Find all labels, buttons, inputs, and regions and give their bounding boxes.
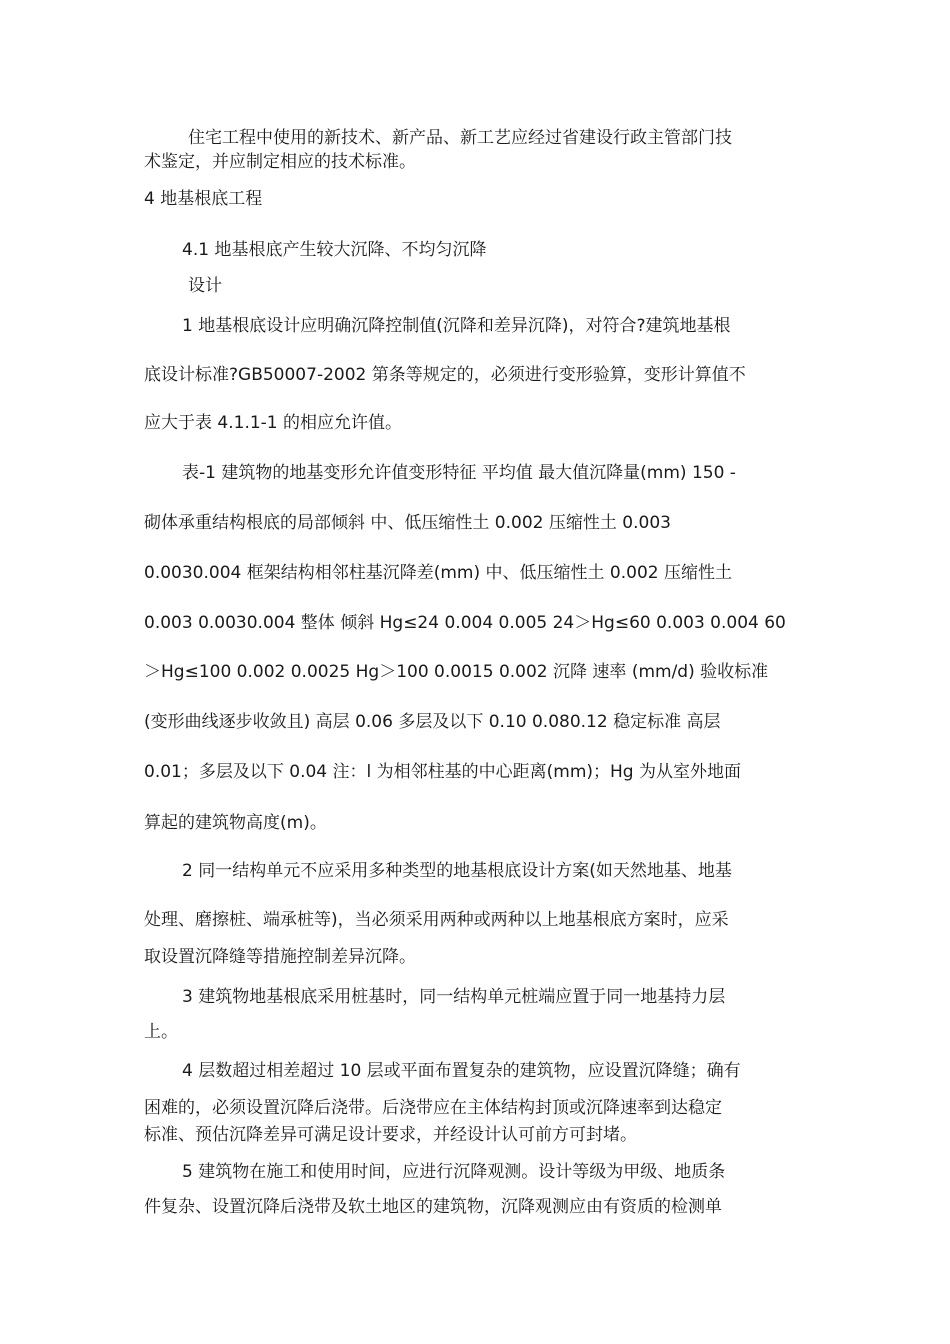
paragraph-line: 0.01；多层及以下 0.04 注：l 为相邻柱基的中心距离(mm)；Hg 为从室外地面 <box>144 762 741 782</box>
paragraph-line: 住宅工程中使用的新技术、新产品、新工艺应经过省建设行政主管部门技 <box>188 128 732 148</box>
paragraph-line: 应大于表 4.1.1-1 的相应允许值。 <box>144 413 403 433</box>
paragraph-line: 1 地基根底设计应明确沉降控制值(沉降和差异沉降)，对符合?建筑地基根 <box>182 316 731 336</box>
paragraph-line: 表-1 建筑物的地基变形允许值变形特征 平均值 最大值沉降量(mm) 150 - <box>182 463 736 483</box>
paragraph-line: 算起的建筑物高度(m)。 <box>144 813 327 833</box>
subsection-label: 设计 <box>188 276 222 296</box>
paragraph-line: 处理、磨擦桩、端承桩等)，当必须采用两种或两种以上地基根底方案时，应采 <box>144 910 729 930</box>
paragraph-line: 标准、预估沉降差异可满足设计要求，并经设计认可前方可封堵。 <box>144 1125 637 1145</box>
paragraph-line: (变形曲线逐步收敛且) 高层 0.06 多层及以下 0.10 0.080.12 稳定标准 高层 <box>144 712 721 732</box>
paragraph-line: 术鉴定，并应制定相应的技术标准。 <box>144 152 416 172</box>
paragraph-line: 5 建筑物在施工和使用时间，应进行沉降观测。设计等级为甲级、地质条 <box>182 1162 726 1182</box>
paragraph-line: 3 建筑物地基根底采用桩基时，同一结构单元桩端应置于同一地基持力层 <box>182 987 726 1007</box>
paragraph-line: 4 层数超过相差超过 10 层或平面布置复杂的建筑物，应设置沉降缝；确有 <box>182 1061 741 1081</box>
paragraph-line: 上。 <box>144 1022 178 1042</box>
paragraph-line: 0.003 0.0030.004 整体 倾斜 Hg≤24 0.004 0.005 24＞Hg≤60 0.003 0.004 60 <box>144 613 786 633</box>
subsection-heading: 4.1 地基根底产生较大沉降、不均匀沉降 <box>182 240 487 260</box>
paragraph-line: ＞Hg≤100 0.002 0.0025 Hg＞100 0.0015 0.002 沉降 速率 (mm/d) 验收标准 <box>144 662 769 682</box>
section-heading: 4 地基根底工程 <box>144 189 263 209</box>
paragraph-line: 砌体承重结构根底的局部倾斜 中、低压缩性土 0.002 压缩性土 0.003 <box>144 513 671 533</box>
paragraph-line: 困难的，必须设置沉降后浇带。后浇带应在主体结构封顶或沉降速率到达稳定 <box>144 1098 722 1118</box>
paragraph-line: 取设置沉降缝等措施控制差异沉降。 <box>144 947 416 967</box>
paragraph-line: 2 同一结构单元不应采用多种类型的地基根底设计方案(如天然地基、地基 <box>182 861 732 881</box>
paragraph-line: 0.0030.004 框架结构相邻柱基沉降差(mm) 中、低压缩性土 0.002 压缩性土 <box>144 563 733 583</box>
paragraph-line: 件复杂、设置沉降后浇带及软土地区的建筑物，沉降观测应由有资质的检测单 <box>144 1197 722 1217</box>
paragraph-line: 底设计标准?GB50007-2002 第条等规定的，必须进行变形验算，变形计算值不 <box>144 365 746 385</box>
